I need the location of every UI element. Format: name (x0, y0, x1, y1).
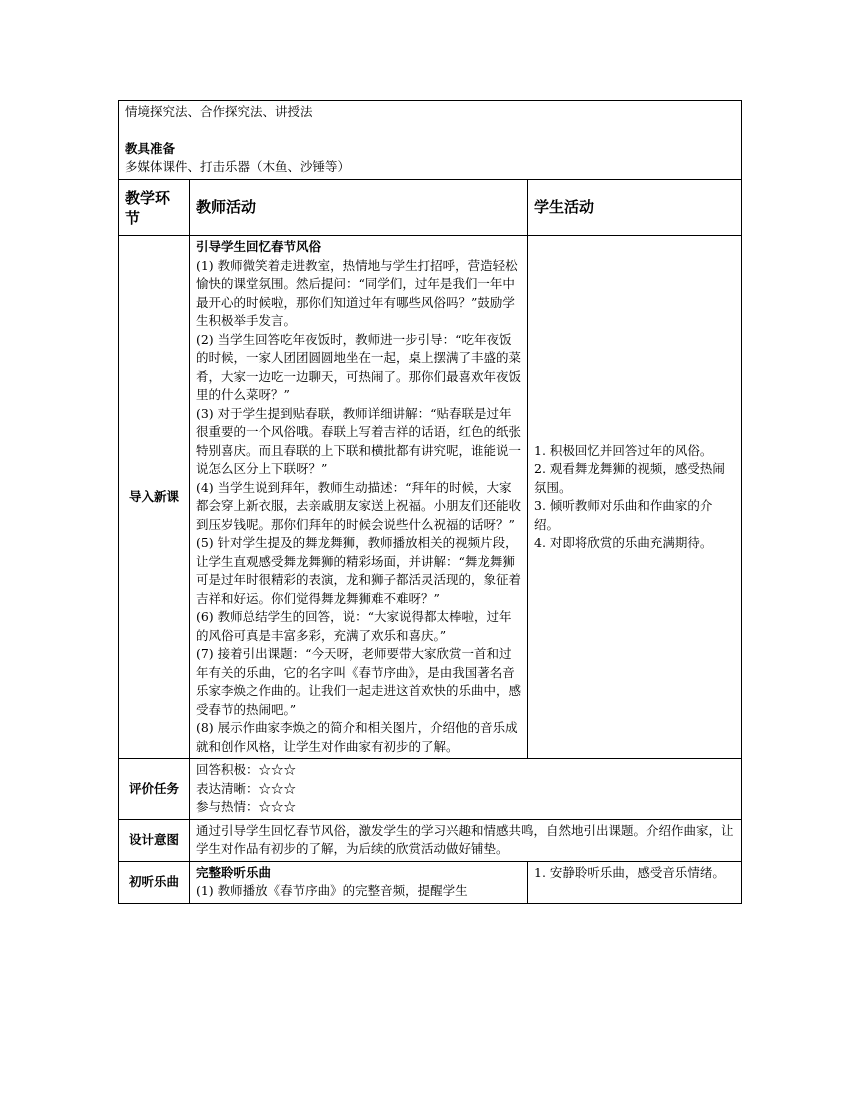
intro-paragraph: (4) 当学生说到拜年，教师生动描述：“拜年的时候，大家都会穿上新衣服，去亲戚朋友家送上祝福。小朋友们还能收到压岁钱呢。那你们拜年的时候会说些什么祝福的话呀？” (195, 479, 521, 532)
listen-label: 初听乐曲 (119, 861, 190, 903)
listen-teacher-cell (189, 861, 527, 903)
header-teaching-stage: 教学环节 (119, 180, 190, 236)
intro-teacher-cell (189, 236, 527, 759)
listen-paragraph: (1) 教师播放《春节序曲》的完整音频，提醒学生 (195, 883, 468, 898)
intro-paragraph: (8) 展示作曲家李焕之的简介和相关图片，介绍他的音乐成就和创作风格，让学生对作曲家有初步的了解。 (195, 720, 518, 754)
tools-list: 多媒体课件、打击乐器（木鱼、沙锤等） (125, 159, 351, 174)
header-teacher-activity: 教师活动 (189, 180, 527, 236)
intro-paragraph: (6) 教师总结学生的回答，说：“大家说得都太棒啦，过年的风俗可真是丰富多彩，充满了欢乐和喜庆。” (195, 609, 512, 643)
evaluation-item: 回答积极：☆☆☆ (195, 762, 296, 777)
student-activity-item: 4. 对即将欣赏的乐曲充满期待。 (534, 535, 713, 550)
student-activity-item: 1. 安静聆听乐曲，感受音乐情绪。 (534, 864, 725, 880)
table-header-row (119, 180, 742, 236)
lesson-plan-table (118, 100, 742, 904)
intro-label: 导入新课 (119, 236, 190, 759)
header-student-activity: 学生活动 (528, 180, 742, 236)
intro-paragraph: (5) 针对学生提及的舞龙舞狮，教师播放相关的视频片段，让学生直观感受舞龙舞狮的精彩场面，并讲解：“舞龙舞狮可是过年时很精彩的表演，龙和狮子都活灵活现的，象征着吉祥和好运。你们觉得舞龙舞狮难不难呀？” (195, 535, 521, 606)
design-text: 通过引导学生回忆春节风俗，激发学生的学习兴趣和情感共鸣，自然地引出课题。介绍作曲家，让学生对作品有初步的了解，为后续的欣赏活动做好铺垫。 (189, 819, 741, 861)
intro-title: 引导学生回忆春节风俗 (195, 239, 321, 254)
listen-row (119, 861, 742, 903)
student-activity-item: 1. 积极回忆并回答过年的风俗。 (534, 442, 713, 458)
intro-row (119, 236, 742, 759)
design-label: 设计意图 (119, 819, 190, 861)
methods-row (119, 101, 742, 180)
listen-student-cell (528, 861, 742, 903)
intro-paragraph: (2) 当学生回答吃年夜饭时，教师进一步引导：“吃年夜饭的时候，一家人团团圆圆地坐在一起，桌上摆满了丰盛的菜肴，大家一边吃一边聊天，可热闹了。那你们最喜欢年夜饭里的什么菜呀？” (195, 331, 521, 402)
design-row (119, 819, 742, 861)
evaluation-item: 参与热情：☆☆☆ (195, 799, 296, 814)
evaluation-item: 表达清晰：☆☆☆ (195, 780, 296, 796)
teaching-methods: 情境探究法、合作探究法、讲授法 (125, 104, 313, 119)
intro-paragraph: (1) 教师微笑着走进教室，热情地与学生打招呼，营造轻松愉快的课堂氛围。然后提问：“同学们，过年是我们一年中最开心的时候啦，那你们知道过年有哪些风俗吗？”鼓励学生积极举手发言。 (195, 257, 518, 328)
student-activity-item: 2. 观看舞龙舞狮的视频，感受热闹氛围。 (534, 461, 725, 495)
tools-heading: 教具准备 (125, 140, 176, 156)
evaluation-label: 评价任务 (119, 759, 190, 820)
student-activity-item: 3. 倾听教师对乐曲和作曲家的介绍。 (534, 498, 713, 532)
listen-title: 完整聆听乐曲 (195, 864, 271, 880)
intro-student-cell (528, 236, 742, 759)
intro-paragraph: (7) 接着引出课题：“今天呀，老师要带大家欣赏一首和过年有关的乐曲，它的名字叫《春节序曲》，是由我国著名音乐家李焕之作曲的。让我们一起走进这首欢快的乐曲中，感受春节的热闹吧。” (195, 646, 521, 717)
lesson-plan-page (118, 100, 742, 904)
evaluation-row (119, 759, 742, 820)
intro-paragraph: (3) 对于学生提到贴春联，教师详细讲解：“贴春联是过年很重要的一个风俗哦。春联上写着吉祥的话语，红色的纸张特别喜庆。而且春联的上下联和横批都有讲究呢，谁能说一说怎么区分上下联呀？” (195, 405, 521, 476)
methods-cell (119, 101, 742, 180)
evaluation-cell (189, 759, 741, 820)
